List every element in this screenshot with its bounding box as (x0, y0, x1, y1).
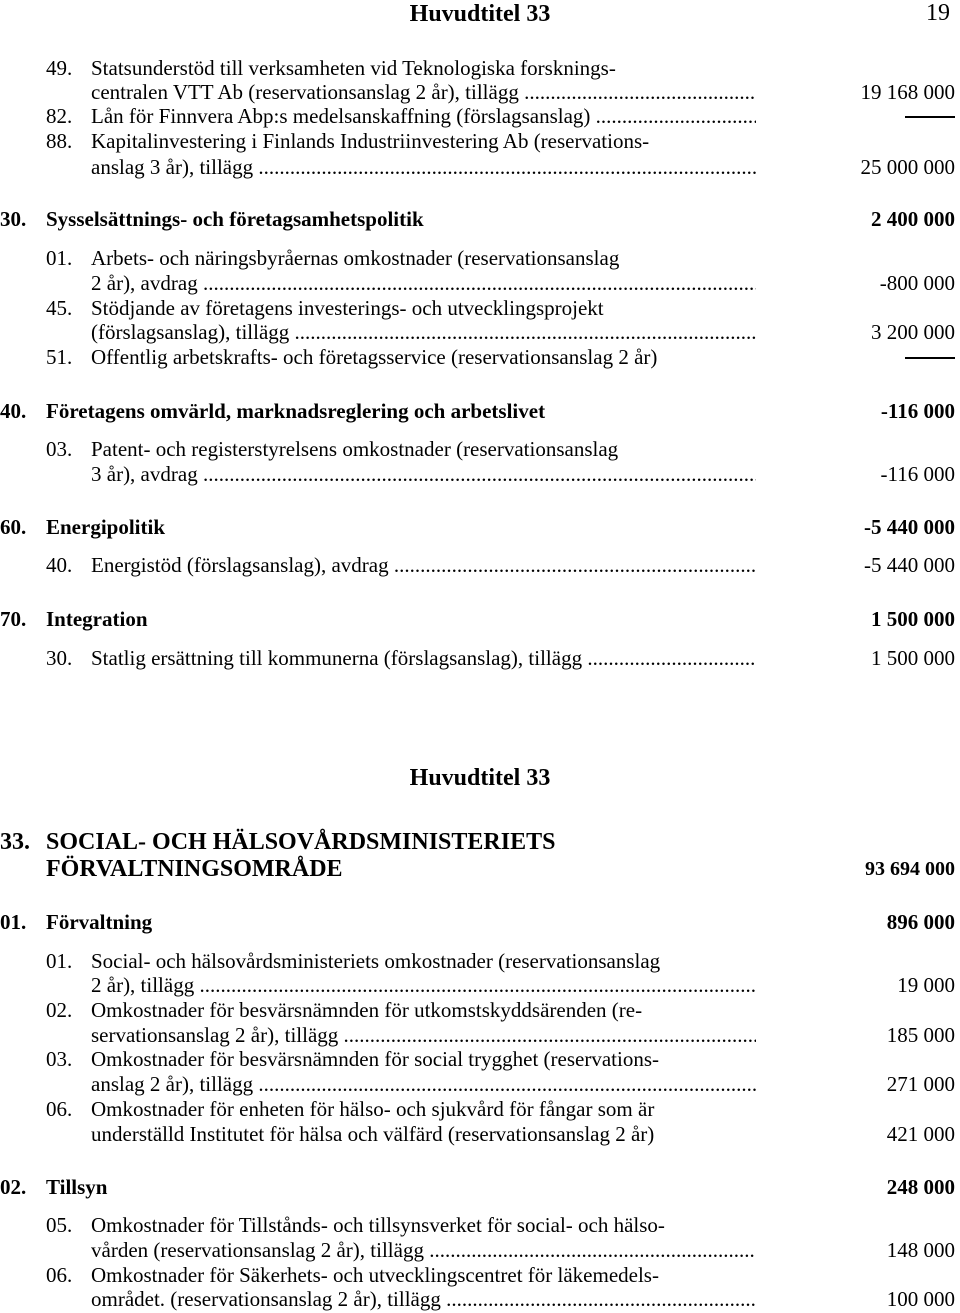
item-number: 51. (46, 345, 73, 369)
ministry-title: FÖRVALTNINGSOMRÅDE (46, 856, 343, 882)
ministry-heading-continuation (0, 855, 960, 883)
list-item (0, 345, 960, 370)
item-text: (förslagsanslag), tillägg ..... (91, 320, 756, 345)
page-number: 19 (926, 0, 950, 26)
item-text: Statlig ersättning till kommunerna (förslagsanslag), tillägg ..... (91, 646, 756, 671)
item-text: Kapitalinvestering i Finlands Industriinvestering Ab (reservations- (91, 129, 650, 153)
list-item (0, 1047, 960, 1072)
item-amount: 271 000 (886, 1072, 955, 1096)
list-item-continuation (0, 320, 960, 345)
ministry-amount: 93 694 000 (865, 858, 955, 880)
list-item (0, 129, 960, 154)
section-number: 02. (0, 1175, 27, 1199)
page-header-title: Huvudtitel 33 (409, 765, 551, 791)
section-heading (0, 1175, 960, 1200)
page-header-title: Huvudtitel 33 (409, 1, 551, 27)
section-heading (0, 515, 960, 540)
section-number: 01. (0, 910, 27, 934)
item-text: Omkostnader för enheten för hälso- och sjukvård för fångar som är (91, 1097, 655, 1121)
item-text: Offentlig arbetskrafts- och företagsservice (reservationsanslag 2 år) (91, 345, 658, 369)
section-number: 70. (0, 607, 27, 631)
item-number: 01. (46, 246, 73, 270)
list-item-continuation (0, 80, 960, 105)
section-title: Sysselsättnings- och företagsamhetspolitik (46, 207, 424, 231)
item-text: servationsanslag 2 år), tillägg ..... (91, 1023, 756, 1048)
section-amount: -5 440 000 (864, 515, 955, 539)
list-item-continuation (0, 973, 960, 998)
item-amount: 100 000 (886, 1287, 955, 1311)
item-text: centralen VTT Ab (reservationsanslag 2 år), tillägg ..... (91, 80, 756, 105)
section-title: Tillsyn (46, 1175, 108, 1199)
list-item-continuation (0, 1122, 960, 1147)
ministry-title: SOCIAL- OCH HÄLSOVÅRDSMINISTERIETS (46, 829, 556, 855)
list-item (0, 646, 960, 671)
list-item (0, 553, 960, 578)
item-amount: -800 000 (879, 271, 955, 295)
section-heading (0, 607, 960, 632)
item-number: 02. (46, 998, 73, 1022)
list-item-continuation (0, 271, 960, 296)
item-amount: -116 000 (880, 462, 955, 486)
item-text: området. (reservationsanslag 2 år), tillägg ..... (91, 1287, 756, 1312)
list-item-continuation (0, 1238, 960, 1263)
list-item (0, 998, 960, 1023)
empty-amount-dash (905, 357, 955, 359)
list-item-continuation (0, 155, 960, 180)
item-text: 3 år), avdrag ..... (91, 462, 756, 487)
section-title: Energipolitik (46, 515, 166, 539)
list-item (0, 104, 960, 129)
section-amount: 1 500 000 (871, 607, 955, 631)
item-text: Stödjande av företagens investerings- och utvecklingsprojekt (91, 296, 604, 320)
item-text: 2 år), tillägg ..... (91, 973, 756, 998)
list-item-continuation (0, 462, 960, 487)
section-number: 40. (0, 399, 27, 423)
section-amount: 896 000 (886, 910, 955, 934)
section-title: Förvaltning (46, 910, 153, 934)
section-amount: 248 000 (886, 1175, 955, 1199)
item-number: 05. (46, 1213, 73, 1237)
item-amount: 25 000 000 (860, 155, 955, 179)
item-amount: 19 168 000 (860, 80, 955, 104)
empty-amount-dash (905, 116, 955, 118)
item-text: anslag 2 år), tillägg ..... (91, 1072, 756, 1097)
item-number: 03. (46, 437, 73, 461)
list-item (0, 1097, 960, 1122)
section-number: 60. (0, 515, 27, 539)
item-number: 45. (46, 296, 73, 320)
section-amount: -116 000 (880, 399, 955, 423)
item-number: 01. (46, 949, 73, 973)
item-text: Lån för Finnvera Abp:s medelsanskaffning (förslagsanslag) ..... (91, 104, 756, 129)
item-text: Omkostnader för Säkerhets- och utvecklingscentret för läkemedels- (91, 1263, 659, 1287)
item-number: 40. (46, 553, 73, 577)
list-item (0, 246, 960, 271)
item-text: Patent- och registerstyrelsens omkostnader (reservationsanslag (91, 437, 619, 461)
item-text: Omkostnader för besvärsnämnden för social trygghet (reservations- (91, 1047, 659, 1071)
list-item (0, 437, 960, 462)
item-number: 49. (46, 56, 73, 80)
list-item (0, 296, 960, 321)
section-heading (0, 910, 960, 935)
list-item (0, 56, 960, 81)
item-text: vården (reservationsanslag 2 år), tillägg ..... (91, 1238, 756, 1263)
item-text: anslag 3 år), tillägg ..... (91, 155, 756, 180)
item-amount: 421 000 (886, 1122, 955, 1146)
item-number: 82. (46, 104, 73, 128)
item-text: Energistöd (förslagsanslag), avdrag ..... (91, 553, 756, 578)
item-number: 03. (46, 1047, 73, 1071)
list-item-continuation (0, 1072, 960, 1097)
item-text: 2 år), avdrag ..... (91, 271, 756, 296)
item-text: Statsunderstöd till verksamheten vid Teknologiska forsknings- (91, 56, 616, 80)
section-title: Integration (46, 607, 148, 631)
item-amount: 1 500 000 (871, 646, 955, 670)
section-heading (0, 207, 960, 232)
section-title: Företagens omvärld, marknadsreglering och arbetslivet (46, 399, 546, 423)
item-amount: 19 000 (897, 973, 955, 997)
list-item (0, 1263, 960, 1288)
ministry-heading (0, 828, 960, 856)
section-amount: 2 400 000 (871, 207, 955, 231)
item-text: underställd Institutet för hälsa och välfärd (reservationsanslag 2 år) (91, 1122, 655, 1146)
item-number: 06. (46, 1263, 73, 1287)
item-amount: 3 200 000 (871, 320, 955, 344)
item-amount: 185 000 (886, 1023, 955, 1047)
item-number: 06. (46, 1097, 73, 1121)
item-number: 30. (46, 646, 73, 670)
list-item (0, 1213, 960, 1238)
item-amount: -5 440 000 (864, 553, 955, 577)
item-text: Omkostnader för Tillstånds- och tillsynsverket för social- och hälso- (91, 1213, 665, 1237)
list-item-continuation (0, 1023, 960, 1048)
list-item (0, 949, 960, 974)
item-number: 88. (46, 129, 73, 153)
section-number: 30. (0, 207, 27, 231)
item-text: Social- och hälsovårdsministeriets omkostnader (reservationsanslag (91, 949, 661, 973)
item-text: Omkostnader för besvärsnämnden för utkomstskyddsärenden (re- (91, 998, 643, 1022)
item-amount: 148 000 (886, 1238, 955, 1262)
section-heading (0, 399, 960, 424)
ministry-number: 33. (0, 829, 30, 855)
list-item-continuation (0, 1287, 960, 1312)
item-text: Arbets- och näringsbyråernas omkostnader (reservationsanslag (91, 246, 620, 270)
